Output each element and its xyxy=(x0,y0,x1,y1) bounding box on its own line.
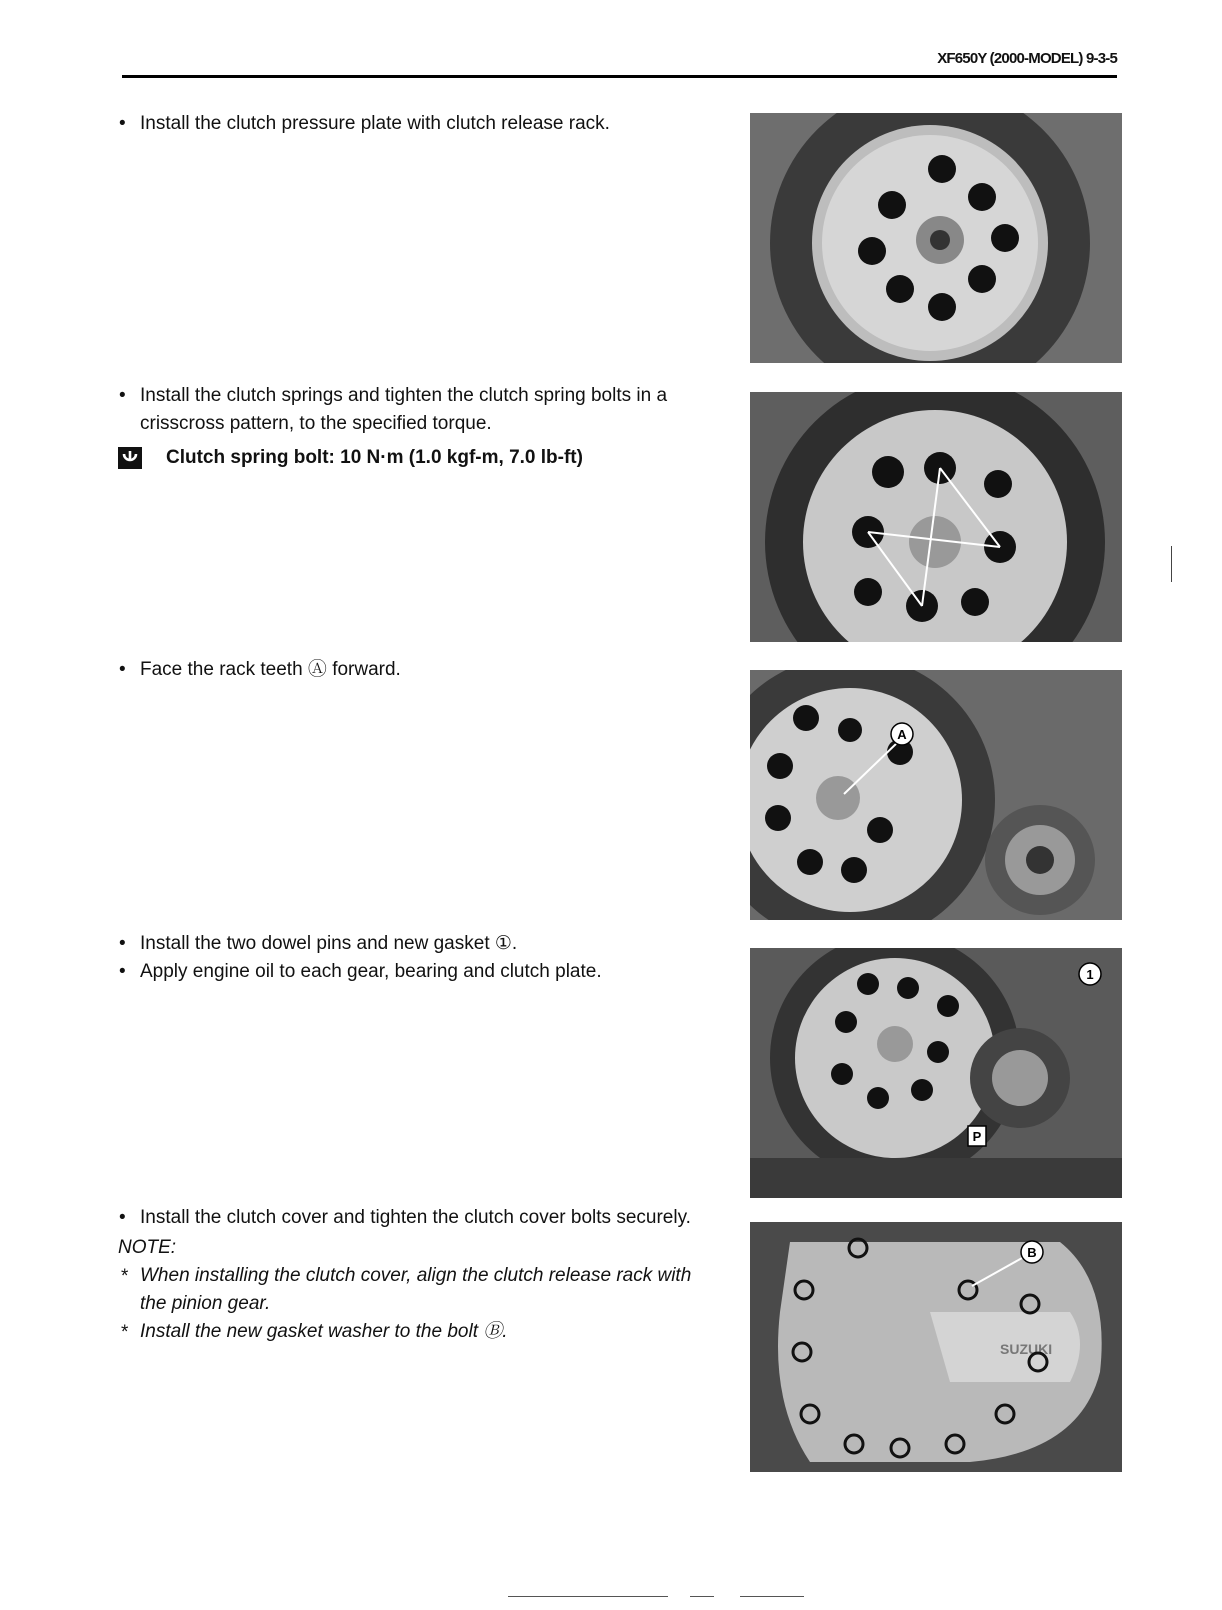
photo-dowel-pins xyxy=(750,948,1122,1198)
photo-clutch-cover xyxy=(750,1222,1122,1472)
cover-brand-logo: SUZUKI xyxy=(1000,1341,1053,1357)
note-item: * Install the new gasket washer to the bolt Ⓑ. xyxy=(118,1318,718,1346)
page-header xyxy=(122,48,1117,78)
footer-rule xyxy=(508,1596,668,1597)
model-page-reference: XF650Y (2000-MODEL) 9-3-5 xyxy=(937,50,1117,67)
photo-rack-teeth xyxy=(750,670,1122,920)
torque-wrench-icon xyxy=(118,447,142,469)
callout-label-a: A xyxy=(897,727,907,742)
note-item: * When installing the clutch cover, align the clutch release rack with the pinion gear. xyxy=(118,1262,718,1318)
step-clutch-cover xyxy=(118,1204,718,1346)
margin-mark xyxy=(1171,546,1172,582)
footer-rule xyxy=(740,1596,804,1597)
callout-label-b: B xyxy=(1027,1245,1037,1260)
callout-label-1: 1 xyxy=(1086,967,1094,982)
step-text-dowel: • Install the two dowel pins and new gasket ①. xyxy=(118,930,718,958)
photo-pressure-plate xyxy=(750,113,1122,363)
header-rule xyxy=(122,75,1117,78)
step-rack-teeth xyxy=(118,656,718,684)
torque-spec xyxy=(118,444,718,472)
rack-teeth-illustration xyxy=(750,670,1122,920)
footer-rule xyxy=(690,1596,714,1597)
note-title: NOTE: xyxy=(118,1237,177,1258)
step-install-springs xyxy=(118,382,718,472)
clutch-plate-illustration xyxy=(750,113,1122,363)
photo-clutch-springs xyxy=(750,392,1122,642)
step-text: • Install the clutch cover and tighten the clutch cover bolts securely. xyxy=(118,1204,718,1232)
step-text: • Install the clutch pressure plate with clutch release rack. xyxy=(118,110,718,138)
step-text: • Install the clutch springs and tighten the clutch spring bolts in a crisscross pattern, to the specified torque. xyxy=(118,382,718,438)
callout-label-p: P xyxy=(972,1129,982,1144)
step-text: • Face the rack teeth Ⓐ forward. xyxy=(118,656,718,684)
step-dowel-pins xyxy=(118,930,718,986)
clutch-springs-illustration xyxy=(750,392,1122,642)
clutch-cover-illustration xyxy=(750,1222,1122,1472)
torque-spec-text: Clutch spring bolt: 10 N·m (1.0 kgf-m, 7.0 lb-ft) xyxy=(166,447,583,468)
step-install-pressure-plate xyxy=(118,110,718,138)
dowel-pins-illustration xyxy=(750,948,1122,1198)
step-text-oil: • Apply engine oil to each gear, bearing and clutch plate. xyxy=(118,958,718,986)
